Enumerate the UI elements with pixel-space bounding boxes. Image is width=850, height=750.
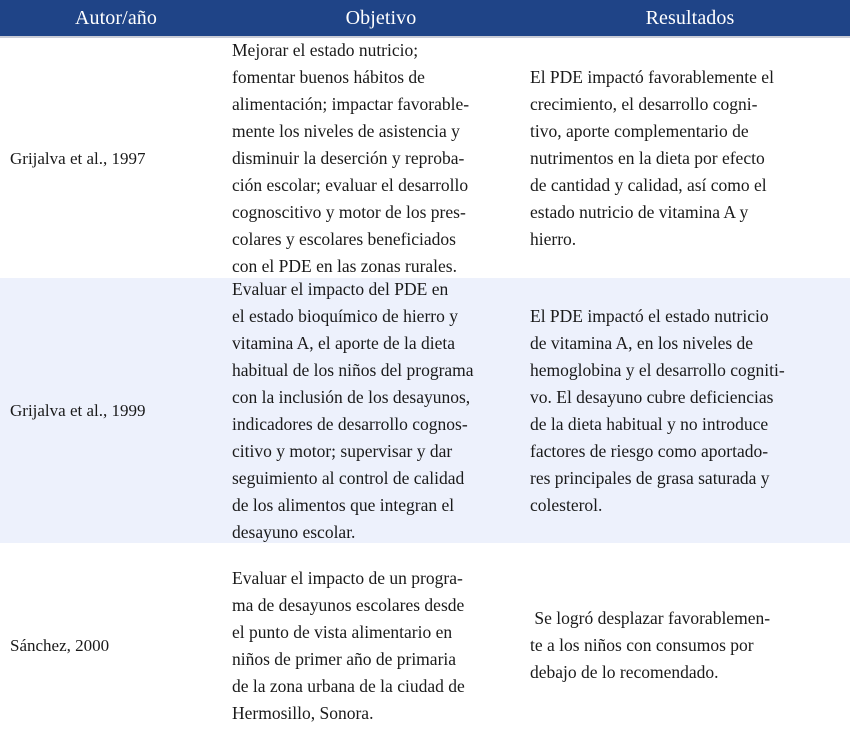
text-line: seguimiento al control de calidad bbox=[232, 467, 465, 488]
text-line: nutrimentos en la dieta por efecto bbox=[530, 147, 765, 168]
text-line: el punto de vista alimentario en bbox=[232, 621, 453, 642]
text-line: de la zona urbana de la ciudad de bbox=[232, 675, 465, 696]
text-line: de los alimentos que integran el bbox=[232, 494, 455, 515]
resultados-text bbox=[530, 605, 836, 686]
objetivo-text bbox=[232, 37, 520, 280]
resultados-text bbox=[530, 303, 836, 519]
objetivo-text bbox=[232, 565, 520, 727]
text-line: vitamina A, el aporte de la dieta bbox=[232, 332, 456, 353]
cell-autor: Grijalva et al., 1999 bbox=[10, 401, 146, 420]
text-line: con el PDE en las zonas rurales. bbox=[232, 255, 457, 276]
text-line: factores de riesgo como aportado- bbox=[530, 440, 769, 461]
text-line: el estado bioquímico de hierro y bbox=[232, 305, 458, 326]
text-line: estado nutricio de vitamina A y bbox=[530, 201, 749, 222]
text-line: El PDE impactó el estado nutricio bbox=[530, 305, 769, 326]
text-line: alimentación; impactar favorable- bbox=[232, 93, 470, 114]
text-line: vo. El desayuno cubre deficiencias bbox=[530, 386, 774, 407]
text-line: Hermosillo, Sonora. bbox=[232, 702, 374, 723]
text-line: citivo y motor; supervisar y dar bbox=[232, 440, 453, 461]
column-header-autor: Autor/año bbox=[75, 7, 157, 29]
text-line: Mejorar el estado nutricio; bbox=[232, 39, 419, 60]
text-line: Evaluar el impacto del PDE en bbox=[232, 278, 449, 299]
text-line: de la dieta habitual y no introduce bbox=[530, 413, 769, 434]
text-line: hemoglobina y el desarrollo cogniti- bbox=[530, 359, 785, 380]
cell-objetivo bbox=[232, 565, 530, 727]
text-line: indicadores de desarrollo cognos- bbox=[232, 413, 468, 434]
text-line: ma de desayunos escolares desde bbox=[232, 594, 465, 615]
text-line: te a los niños con consumos por bbox=[530, 635, 754, 655]
text-line: ción escolar; evaluar el desarrollo bbox=[232, 174, 469, 195]
text-line: cognoscitivo y motor de los pres- bbox=[232, 201, 466, 222]
cell-objetivo bbox=[232, 37, 530, 280]
text-line: crecimiento, el desarrollo cogni- bbox=[530, 93, 758, 114]
text-line: hierro. bbox=[530, 228, 577, 249]
text-line: fomentar buenos hábitos de bbox=[232, 66, 425, 87]
text-line: de cantidad y calidad, así como el bbox=[530, 174, 767, 195]
table-header-row bbox=[0, 0, 850, 38]
cell-objetivo bbox=[232, 276, 530, 546]
cell-resultados bbox=[530, 303, 850, 519]
text-line: habitual de los niños del programa bbox=[232, 359, 474, 380]
cell-autor: Sánchez, 2000 bbox=[10, 636, 110, 655]
table-row bbox=[0, 38, 850, 278]
text-line: colares y escolares beneficiados bbox=[232, 228, 456, 249]
text-line: de vitamina A, en los niveles de bbox=[530, 332, 754, 353]
text-line: disminuir la deserción y reproba- bbox=[232, 147, 465, 168]
text-line: con la inclusión de los desayunos, bbox=[232, 386, 471, 407]
text-line: tivo, aporte complementario de bbox=[530, 120, 749, 141]
text-line: colesterol. bbox=[530, 494, 603, 515]
text-line: debajo de lo recomendado. bbox=[530, 662, 719, 682]
column-header-objetivo: Objetivo bbox=[345, 7, 417, 29]
text-line: Se logró desplazar favorablemen- bbox=[530, 608, 771, 628]
text-line: mente los niveles de asistencia y bbox=[232, 120, 460, 141]
text-line: res principales de grasa saturada y bbox=[530, 467, 770, 488]
cell-resultados bbox=[530, 64, 850, 253]
cell-resultados bbox=[530, 605, 850, 686]
table-row bbox=[0, 543, 850, 748]
text-line: niños de primer año de primaria bbox=[232, 648, 457, 669]
text-line: desayuno escolar. bbox=[232, 521, 356, 542]
resultados-text bbox=[530, 64, 836, 253]
column-header-resultados: Resultados bbox=[645, 7, 735, 29]
table-row bbox=[0, 278, 850, 543]
text-line: El PDE impactó favorablemente el bbox=[530, 66, 774, 87]
cell-autor: Grijalva et al., 1997 bbox=[10, 148, 146, 168]
text-line: Evaluar el impacto de un progra- bbox=[232, 567, 463, 588]
objetivo-text bbox=[232, 276, 520, 546]
